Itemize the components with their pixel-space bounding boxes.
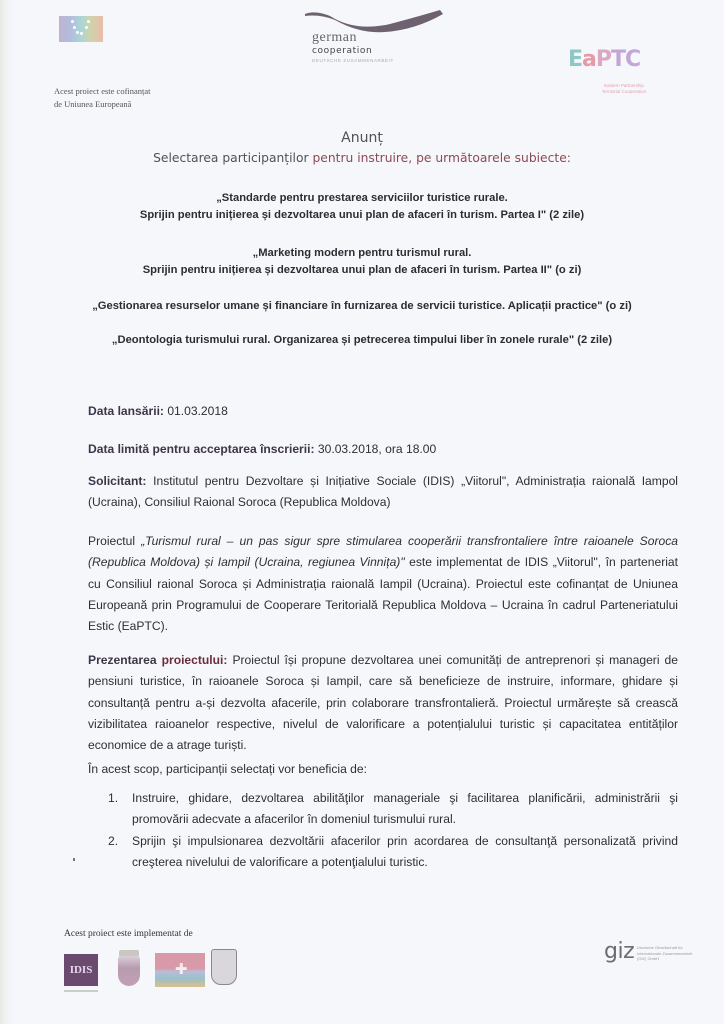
launch-date-value: 01.03.2018 xyxy=(163,404,228,418)
idis-logo: IDIS xyxy=(64,954,98,986)
deadline-date xyxy=(88,439,678,460)
announcement-subtitle xyxy=(0,151,724,165)
german-logo-subtitle: DEUTSCHE ZUSAMMENARBEIT xyxy=(312,58,394,63)
eaptc-letters-tc: TC xyxy=(611,47,641,72)
launch-date-label: Data lansării: xyxy=(88,404,164,418)
solicitant-paragraph xyxy=(88,471,678,514)
solicitant-value: Institutul pentru Dezvoltare și Inițiative Sociale (IDIS) „Viitorul", Administrația raională Iampol (Ucraina), Consiliul Raional Soroca (Republica Moldova) xyxy=(88,474,678,510)
german-logo-word-cooperation: cooperation xyxy=(312,46,373,56)
eaptc-letter-p: P xyxy=(595,47,612,72)
eu-cofinancing-caption xyxy=(54,85,151,111)
project-paragraph xyxy=(88,531,678,637)
presentation-label-part-2: proiectului: xyxy=(161,653,228,667)
presentation-value: Proiectul își propune dezvoltarea unei comunități de antreprenori și manageri de pensiuni turistice, în raioanele Soroca și Iampil, care să beneficieze de instruire, informare, ghidare și consultanță pentru a-și dezvolta afacerile, prin colaborare transfrontalieră. Proiectul urmărește să crească vizibilitatea raioanelor respective, nivelul de valorificare a potențialului turistic și capacitatea entităților economice de a atrage turiști. xyxy=(88,653,678,753)
eaptc-caption-line-2: Territorial Cooperation xyxy=(601,89,647,94)
project-description: este implementat de IDIS „Viitorul", în parteneriat cu Consiliul raional Soroca și Administrația raională Iampil (Ucraina). Proiectul este cofinanțat de Uniunea Europeană prin Programului de Cooperare Teritorială Republica Moldova – Ucraina în cadrul Parteneriatului Estic (EaPTC). xyxy=(88,555,678,634)
eu-caption-line-2: de Uniunea Europeană xyxy=(54,99,132,109)
launch-date xyxy=(88,401,678,422)
iampil-coat-of-arms-icon xyxy=(211,949,237,985)
eu-flag-logo xyxy=(59,16,103,42)
benefit-number: 2. xyxy=(108,833,119,848)
subject-1-line-1: „Standarde pentru prestarea serviciilor turistice rurale. xyxy=(216,192,508,204)
subject-3: „Gestionarea resurselor umane și financiare în furnizarea de servicii turistice. Aplicații practice" (o zi) xyxy=(92,300,632,312)
benefit-text: Sprijin şi impulsionarea dezvoltării afacerilor prin acordarea de consultanţă personalizată privind creşterea nivelului de valorificare a potenţialului turistic. xyxy=(132,833,678,869)
eaptc-logo-caption xyxy=(584,83,664,95)
presentation-paragraph xyxy=(88,650,678,756)
project-prefix: Proiectul xyxy=(88,534,142,548)
eaptc-letter-a: a xyxy=(582,47,596,72)
eaptc-caption-line-1: Eastern Partnership xyxy=(604,83,644,88)
subject-2 xyxy=(0,245,724,279)
eaptc-logo xyxy=(568,47,640,72)
benefit-item-2 xyxy=(108,831,678,874)
giz-logo-caption: Deutsche Gesellschaft für Internationale Zusammenarbeit (GIZ) GmbH xyxy=(637,945,693,961)
subject-2-line-2: Sprijin pentru inițierea și dezvoltarea unui plan de afaceri în turism. Partea II" (o zi) xyxy=(142,264,582,276)
solicitant-label: Solicitant: xyxy=(88,474,147,488)
benefit-item-1 xyxy=(108,788,678,831)
scope-sentence: În acest scop, participanții selectați vor beneficia de: xyxy=(88,762,367,776)
presentation-label-part-1: Prezentarea xyxy=(88,653,162,667)
subject-1-line-2: Sprijin pentru inițierea și dezvoltarea unui plan de afaceri în turism. Partea I" (2 zile) xyxy=(139,209,585,221)
project-name-italic: „Turismul rural – un pas sigur spre stimularea cooperării transfrontaliere între raioanele Soroca (Republica Moldova) și Iampil (Ucraina, regiunea Vinnița)" xyxy=(88,534,678,570)
iampil-flag-logo xyxy=(155,953,205,987)
giz-logo: giz xyxy=(604,939,635,964)
cross-icon: ✚ xyxy=(175,961,188,978)
subject-4: „Deontologia turismului rural. Organizarea și petrecerea timpului liber în zonele rurale" (2 zile) xyxy=(111,334,613,346)
deadline-label: Data limită pentru acceptarea înscrierii: xyxy=(88,442,315,456)
subject-2-line-1: „Marketing modern pentru turismul rural. xyxy=(252,247,472,259)
benefit-number: 1. xyxy=(108,791,119,805)
deadline-value: 30.03.2018, ora 18.00 xyxy=(314,442,437,456)
subtitle-part-1: Selectarea participanților xyxy=(153,151,313,165)
soroca-coat-of-arms-icon xyxy=(118,956,140,986)
scan-speck xyxy=(73,858,75,861)
implemented-by-caption: Acest proiect este implementat de xyxy=(64,929,193,939)
eaptc-letter-e: E xyxy=(568,47,583,72)
subject-1 xyxy=(0,190,724,224)
german-logo-word-german: german xyxy=(312,30,357,45)
benefits-list xyxy=(108,788,678,873)
idis-logo-caption xyxy=(64,990,98,992)
benefit-text: Instruire, ghidare, dezvoltarea abilităţilor manageriale şi facilitarea planificării, administrării şi promovării adecvate a afacerilor în domeniul turismului rural. xyxy=(132,791,678,827)
announcement-title: Anunț xyxy=(341,130,383,146)
eu-caption-line-1: Acest proiect este cofinanțat xyxy=(54,86,151,96)
subtitle-part-2: pentru instruire, pe următoarele subiecte: xyxy=(312,151,571,165)
